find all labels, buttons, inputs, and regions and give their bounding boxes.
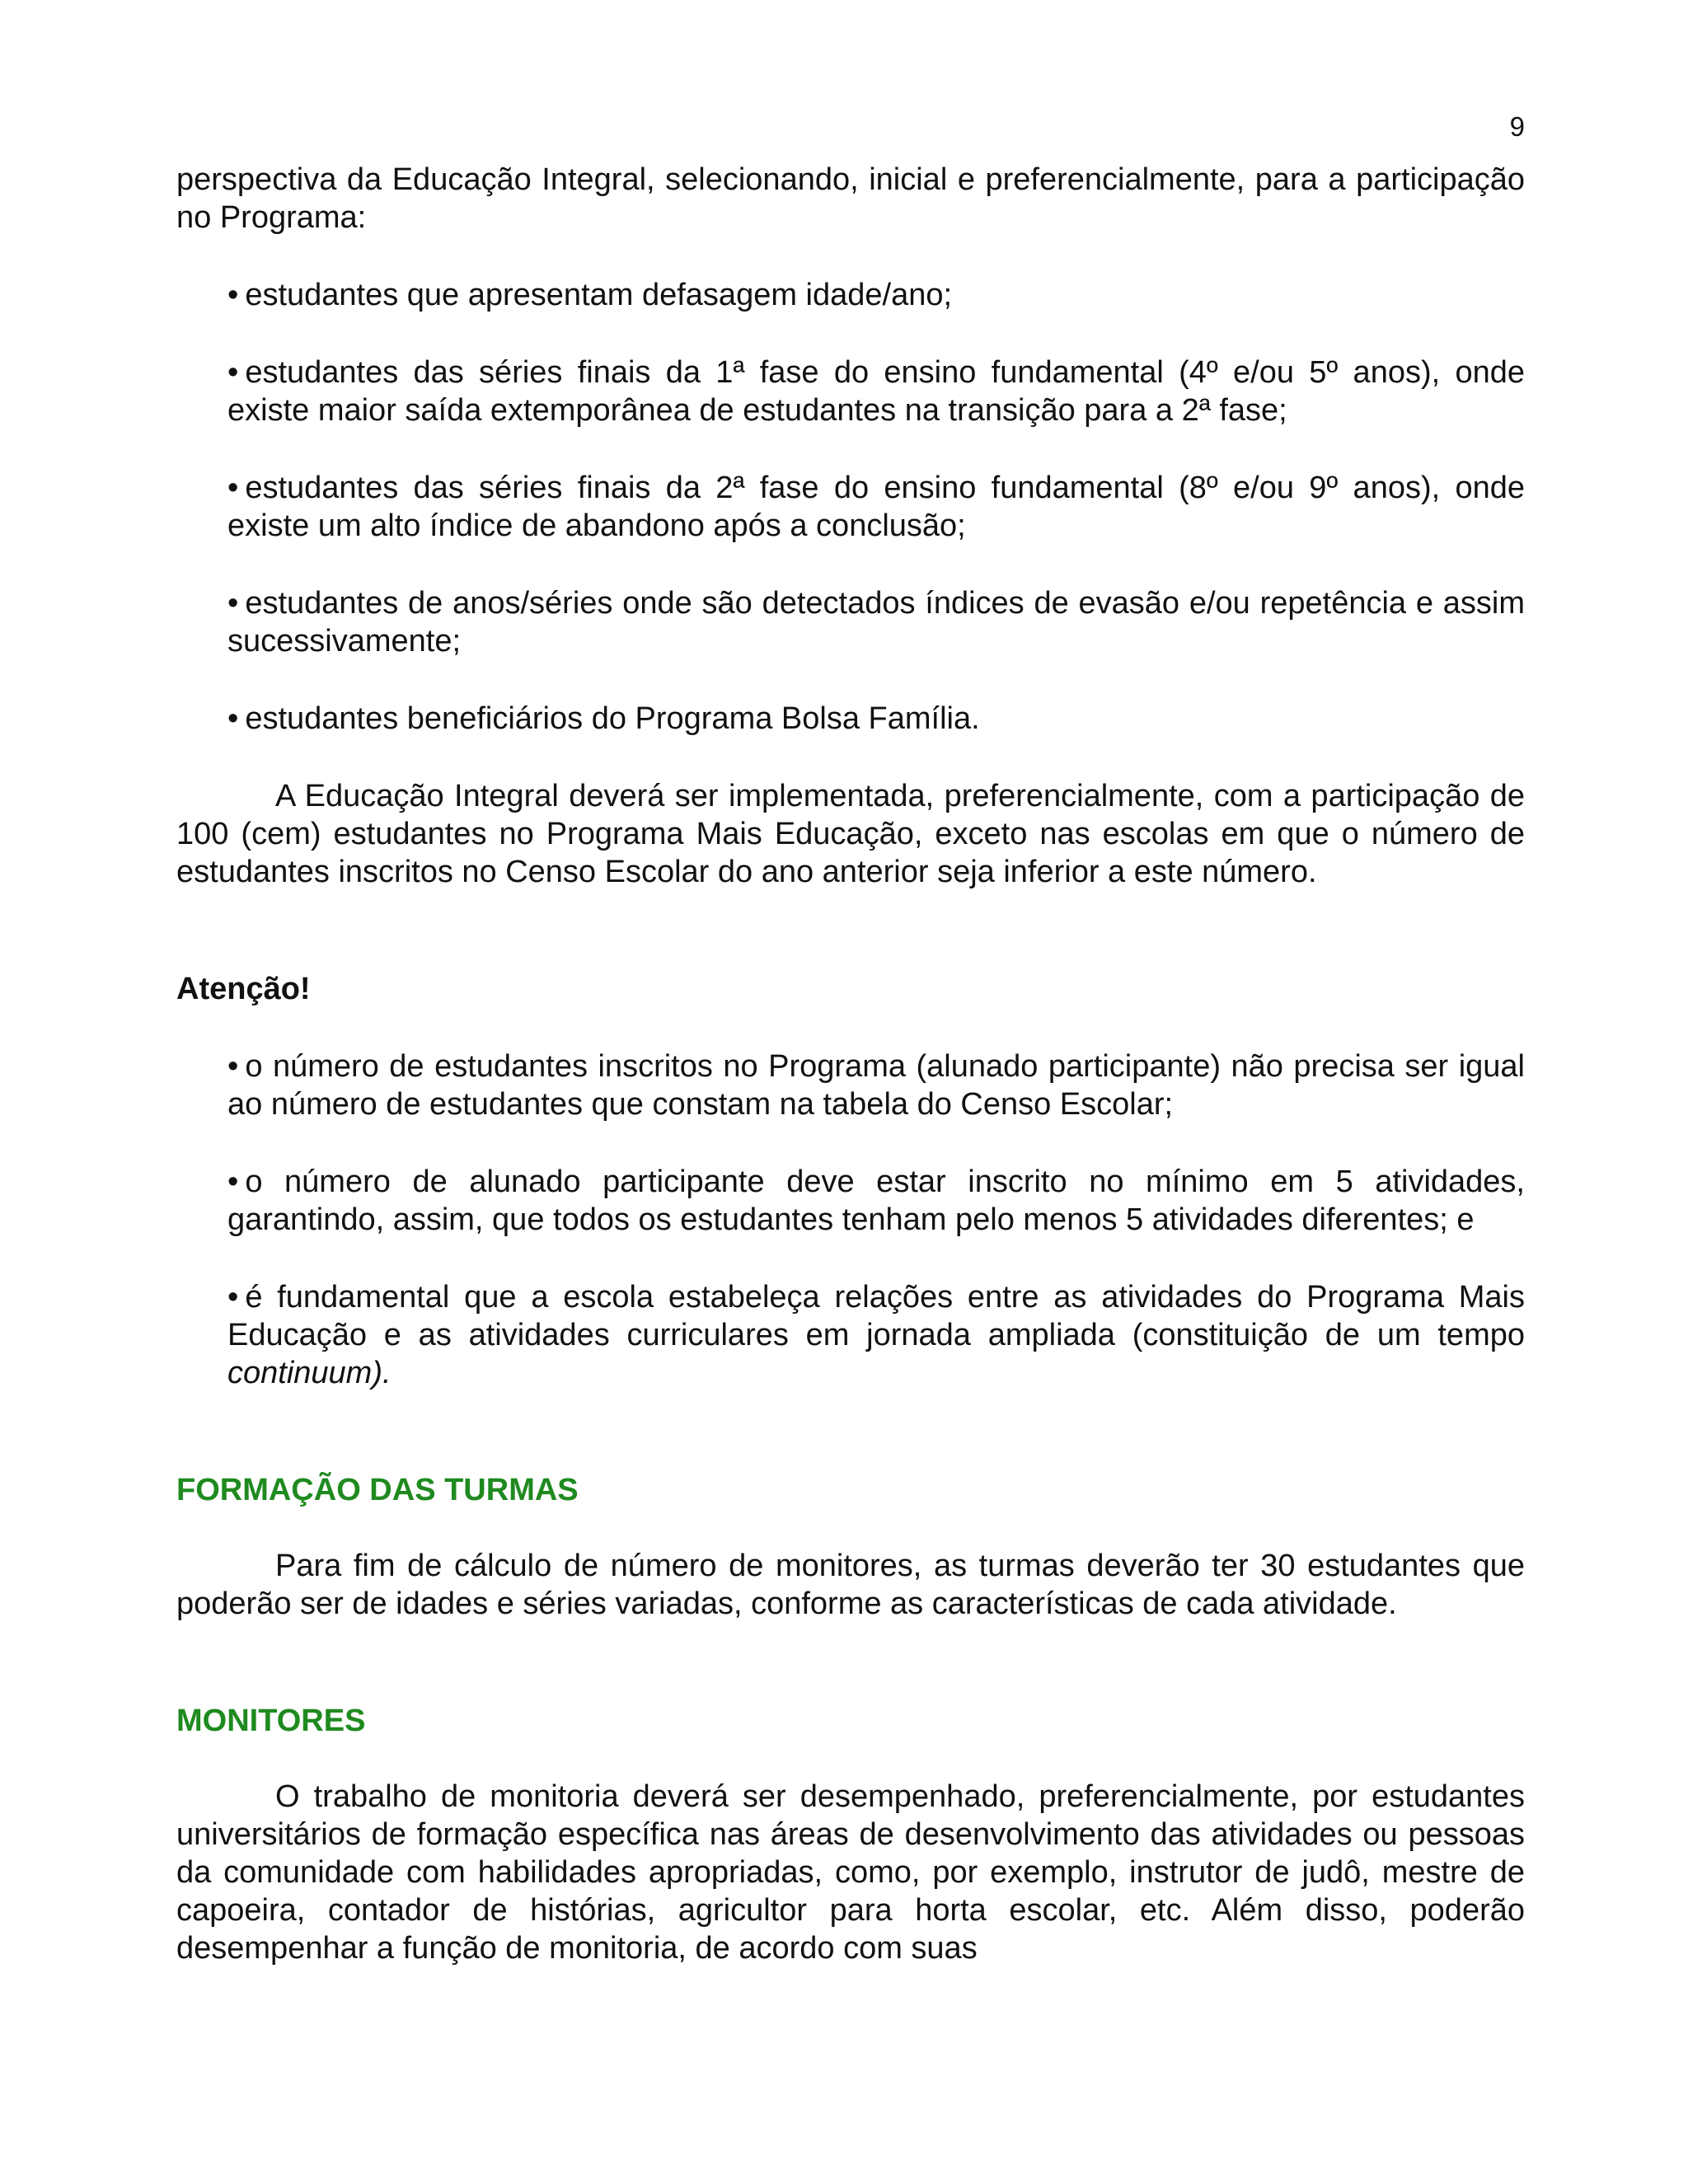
- criteria-item: [227, 700, 1525, 738]
- criteria-text: estudantes que apresentam defasagem idade/ano;: [245, 278, 953, 312]
- bullet-icon: •: [227, 1049, 239, 1084]
- attention-text: é fundamental que a escola estabeleça relações entre as atividades do Programa Mais Educação e as atividades curriculares em jornada ampliada (constituição de um tempo: [227, 1280, 1525, 1352]
- criteria-item: [227, 276, 1525, 314]
- attention-text: o número de estudantes inscritos no Programa (alunado participante) não precisa ser igual ao número de estudantes que constam na tabela do Censo Escolar;: [227, 1049, 1525, 1122]
- criteria-item: [227, 354, 1525, 429]
- attention-text: o número de alunado participante deve estar inscrito no mínimo em 5 atividades, garantindo, assim, que todos os estudantes tenham pelo menos 5 atividades diferentes; e: [227, 1165, 1525, 1237]
- bullet-icon: •: [227, 1165, 239, 1199]
- bullet-icon: •: [227, 701, 239, 736]
- bullet-icon: •: [227, 278, 239, 312]
- criteria-item: [227, 584, 1525, 660]
- intro-paragraph: perspectiva da Educação Integral, selecionando, inicial e preferencialmente, para a participação no Programa:: [176, 162, 1525, 235]
- attention-heading: Atenção!: [176, 972, 311, 1006]
- continuum-italic: continuum).: [227, 1356, 392, 1390]
- bullet-icon: •: [227, 586, 239, 621]
- bullet-icon: •: [227, 471, 239, 505]
- criteria-text: estudantes das séries finais da 1ª fase do ensino fundamental (4º e/ou 5º anos), onde existe maior saída extemporânea de estudantes na transição para a 2ª fase;: [227, 355, 1525, 428]
- bullet-icon: •: [227, 355, 239, 390]
- monitores-heading: MONITORES: [176, 1704, 366, 1738]
- criteria-text: estudantes das séries finais da 2ª fase do ensino fundamental (8º e/ou 9º anos), onde existe um alto índice de abandono após a conclusão;: [227, 471, 1525, 543]
- criteria-text: estudantes beneficiários do Programa Bolsa Família.: [245, 701, 980, 736]
- criteria-item: [227, 469, 1525, 545]
- turmas-heading: FORMAÇÃO DAS TURMAS: [176, 1473, 579, 1507]
- page-content: [176, 161, 1525, 1967]
- monitores-paragraph: O trabalho de monitoria deverá ser desempenhado, preferencialmente, por estudantes universitários de formação específica nas áreas de desenvolvimento das atividades ou pessoas da comunidade com habilidades apropriadas, como, por exemplo, instrutor de judô, mestre de capoeira, contador de histórias, agricultor para horta escolar, etc. Além disso, poderão desempenhar a função de monitoria, de acordo com suas: [176, 1779, 1525, 1966]
- attention-item: [227, 1163, 1525, 1239]
- page-number: 9: [1509, 111, 1525, 142]
- turmas-paragraph: Para fim de cálculo de número de monitores, as turmas deverão ter 30 estudantes que poderão ser de idades e séries variadas, conforme as características de cada atividade.: [176, 1549, 1525, 1621]
- bullet-icon: •: [227, 1280, 239, 1315]
- attention-item: [227, 1278, 1525, 1392]
- attention-item: [227, 1047, 1525, 1123]
- implementation-paragraph: A Educação Integral deverá ser implementada, preferencialmente, com a participação de 100 (cem) estudantes no Programa Mais Educação, exceto nas escolas em que o número de estudantes inscritos no Censo Escolar do ano anterior seja inferior a este número.: [176, 779, 1525, 889]
- criteria-text: estudantes de anos/séries onde são detectados índices de evasão e/ou repetência e assim sucessivamente;: [227, 586, 1525, 658]
